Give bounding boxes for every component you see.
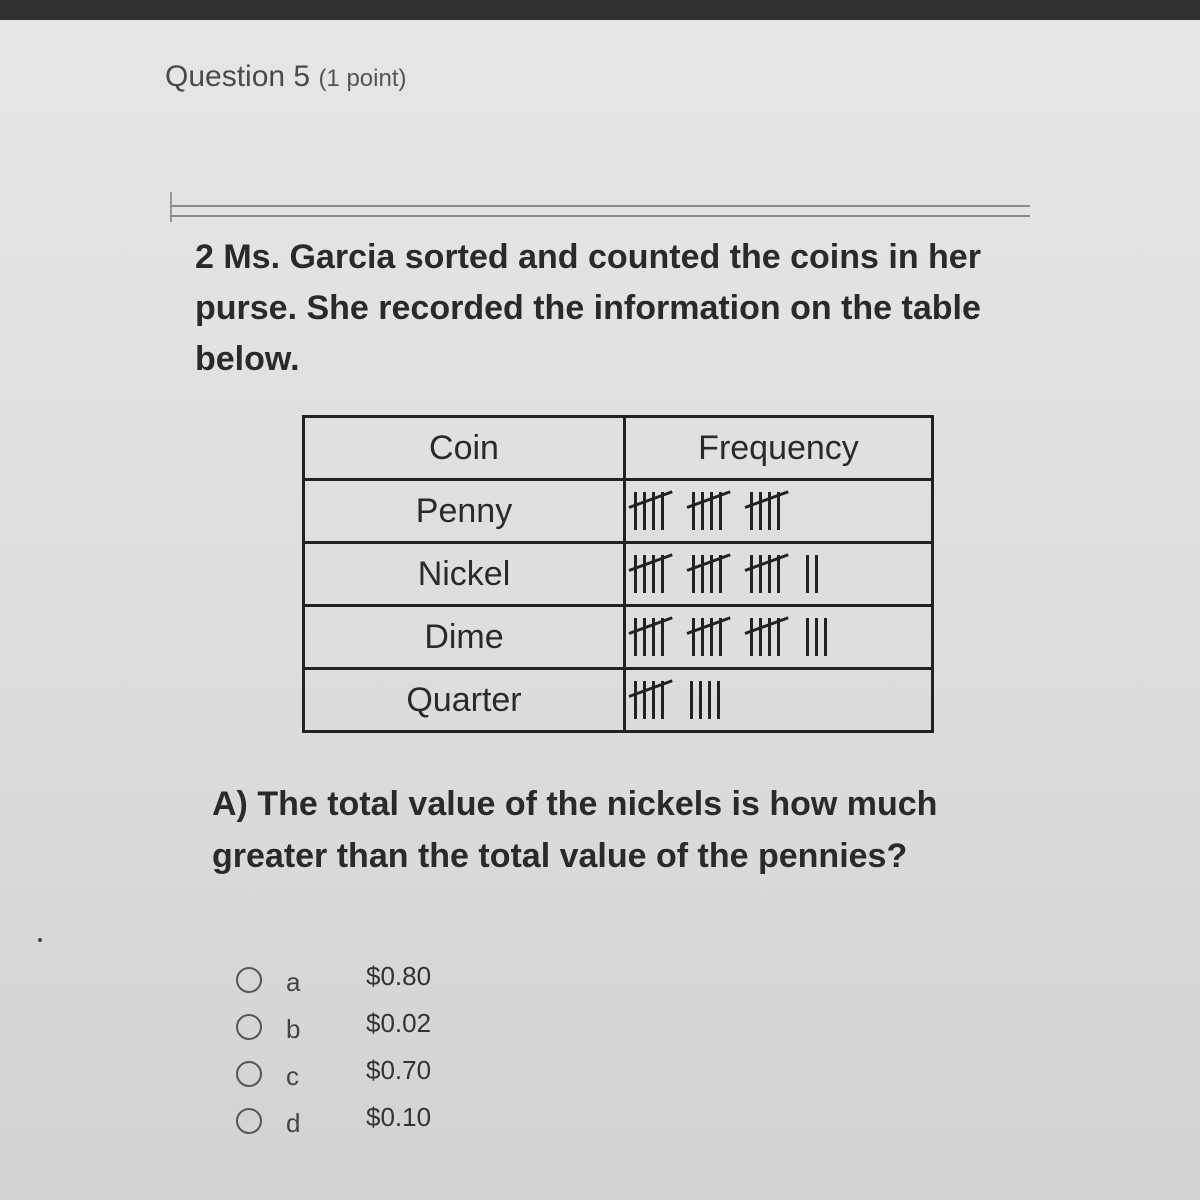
problem-line: below. [195,340,300,378]
tally-table [302,415,934,733]
option-letter: b [286,1014,301,1044]
tally-group-of-five [632,555,672,593]
tally-stroke [643,492,646,530]
answer-option-c[interactable] [236,1049,536,1096]
tally-stroke [815,618,818,656]
tally-stroke [750,492,753,530]
tally-stroke [661,618,664,656]
question-line: A) The total value of the nickels is how much [212,785,938,823]
coin-name: Nickel [304,543,625,606]
tally-marks [632,486,931,536]
tally-stroke [717,681,720,719]
tally-stroke [719,492,722,530]
question-points: (1 point) [318,65,407,92]
column-header-coin: Coin [304,417,625,480]
tally-stroke [777,555,780,593]
tally-stroke [759,492,762,530]
tally-group-of-five [632,618,672,656]
option-letter: a [286,967,301,997]
tally-stroke [750,618,753,656]
tally-cell [625,543,933,606]
coin-name: Penny [304,480,625,543]
table-row [304,606,933,669]
tally-stroke [701,555,704,593]
tally-group-of-five [690,555,730,593]
tally-group-of-five [632,492,672,530]
tally-cell [625,606,933,669]
tally-marks [632,612,931,662]
tally-stroke [692,618,695,656]
radio-button[interactable] [236,1061,262,1087]
option-value: $0.80 [366,961,432,991]
tally-stroke [661,555,664,593]
tally-group-of-five [632,681,672,719]
coin-name: Dime [304,606,625,669]
tally-stroke [699,681,702,719]
tally-group-of-five [748,555,788,593]
answer-options [236,955,536,1143]
tally-stroke [701,492,704,530]
question-header [165,60,406,94]
tally-stroke [719,555,722,593]
tally-group-of-five [748,492,788,530]
option-value: $0.70 [366,1055,432,1085]
tally-stroke [708,681,711,719]
tally-stroke [692,555,695,593]
tally-cell [625,480,933,543]
tally-ones [806,618,827,656]
tally-group-of-five [748,618,788,656]
tally-ones [690,681,720,719]
problem-line: 2 Ms. Garcia sorted and counted the coins in her [195,238,981,276]
tally-stroke [815,555,818,593]
tally-stroke [806,555,809,593]
question-line: greater than the total value of the pennies? [212,837,908,875]
tally-stroke [661,492,664,530]
tally-stroke [777,618,780,656]
tally-stroke [634,492,637,530]
answer-option-d[interactable] [236,1096,536,1143]
tally-stroke [643,618,646,656]
tally-stroke [661,681,664,719]
table-row [304,669,933,732]
tally-group-of-five [690,492,730,530]
problem-statement [195,232,1015,385]
answer-option-a[interactable] [236,955,536,1002]
table-header-row [304,417,933,480]
tally-marks [632,549,931,599]
window-top-bar [0,0,1200,20]
tally-stroke [643,555,646,593]
tally-stroke [634,618,637,656]
stray-mark [38,938,42,942]
tally-group-of-five [690,618,730,656]
tally-ones [806,555,818,593]
tally-stroke [701,618,704,656]
tally-stroke [806,618,809,656]
tally-cell [625,669,933,732]
tally-stroke [634,681,637,719]
tally-stroke [824,618,827,656]
tally-stroke [750,555,753,593]
tally-stroke [690,681,693,719]
question-prompt [212,778,972,882]
tally-stroke [759,555,762,593]
tally-stroke [759,618,762,656]
divider-line [170,215,1030,217]
option-value: $0.10 [366,1102,432,1132]
radio-button[interactable] [236,967,262,993]
option-value: $0.02 [366,1008,432,1038]
table-row [304,543,933,606]
radio-button[interactable] [236,1108,262,1134]
tally-stroke [643,681,646,719]
column-header-frequency: Frequency [625,417,933,480]
answer-option-b[interactable] [236,1002,536,1049]
tally-stroke [634,555,637,593]
tally-stroke [692,492,695,530]
divider-stub [170,192,172,222]
radio-button[interactable] [236,1014,262,1040]
tally-marks [632,675,931,725]
tally-stroke [719,618,722,656]
option-letter: d [286,1108,301,1138]
divider-line [170,205,1030,207]
option-letter: c [286,1061,299,1091]
question-title: Question 5 [165,60,311,93]
coin-name: Quarter [304,669,625,732]
problem-line: purse. She recorded the information on the table [195,289,981,327]
table-row [304,480,933,543]
tally-stroke [777,492,780,530]
